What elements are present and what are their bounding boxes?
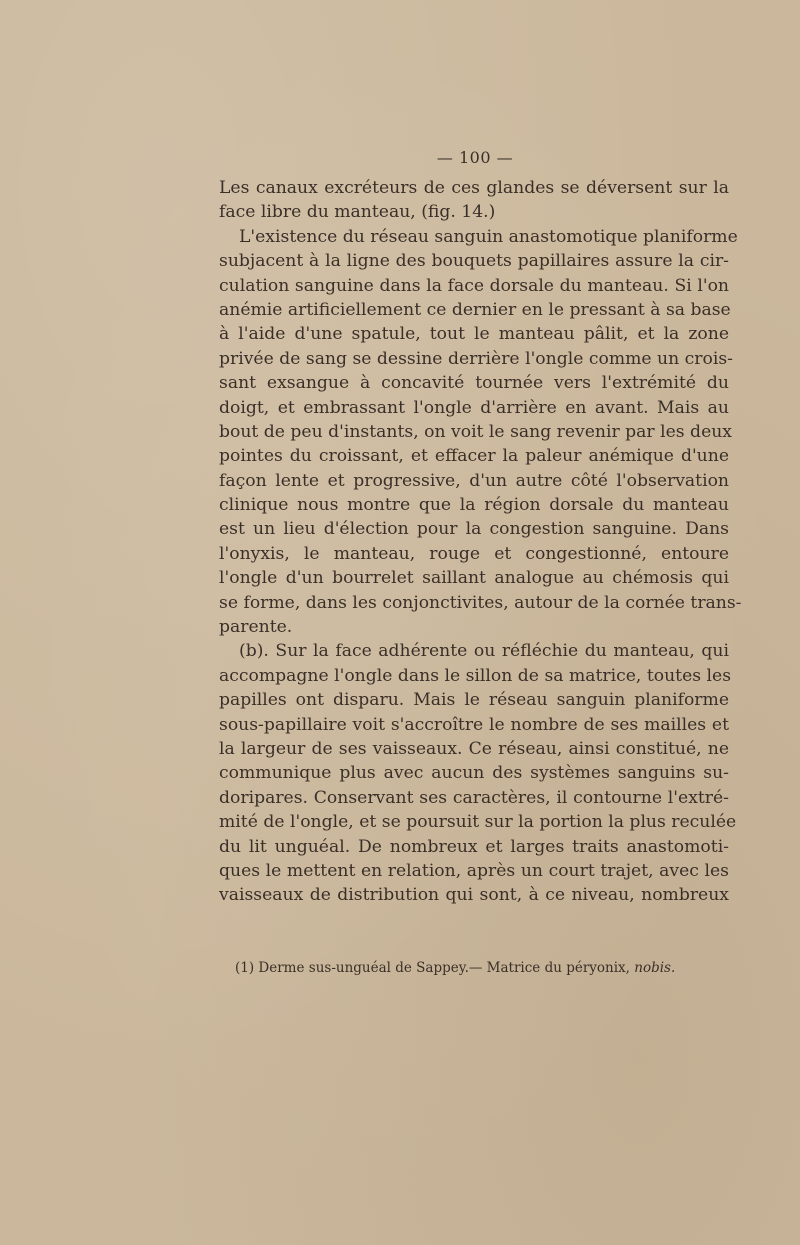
- footnote: [235, 960, 675, 976]
- text-line-12: pointes du croissant, et effacer la paleur anémique d'une: [219, 446, 729, 467]
- text-line-2: face libre du manteau, (fig. 14.): [219, 202, 496, 223]
- text-line-4: subjacent à la ligne des bouquets papillaires assure la cir-: [219, 251, 729, 272]
- text-line-7: à l'aide d'une spatule, tout le manteau pâlit, et la zone: [219, 324, 729, 345]
- page-number-text: — 100 —: [436, 148, 514, 167]
- text-line-8: privée de sang se dessine derrière l'ongle comme un crois-: [219, 348, 733, 369]
- text-line-20: (b). Sur la face adhérente ou réfléchie du manteau, qui: [239, 641, 729, 662]
- text-line-26: doripares. Conservant ses caractères, il contourne l'extré-: [219, 787, 729, 808]
- text-line-18: se forme, dans les conjonctivites, autour de la cornée trans-: [219, 592, 742, 613]
- text-line-24: la largeur de ses vaisseaux. Ce réseau, ainsi constitué, ne: [219, 738, 729, 759]
- text-line-19: parente.: [219, 617, 293, 638]
- text-line-30: vaisseaux de distribution qui sont, à ce niveau, nombreux: [219, 885, 729, 906]
- text-line-1: Les canaux excréteurs de ces glandes se déversent sur la: [219, 178, 729, 198]
- text-line-3: L'existence du réseau sanguin anastomotique planiforme: [239, 226, 738, 247]
- text-line-6: anémie artificiellement ce dernier en le pressant à sa base: [219, 299, 731, 320]
- text-line-23: sous-papillaire voit s'accroître le nombre de ses mailles et: [219, 714, 729, 735]
- text-line-21: accompagne l'ongle dans le sillon de sa matrice, toutes les: [219, 665, 732, 686]
- text-line-5: culation sanguine dans la face dorsale du manteau. Si l'on: [219, 275, 729, 296]
- footnote-text: (1) Derme sus-unguéal de Sappey.— Matrice du péryonix,: [235, 960, 630, 976]
- body-text: [219, 176, 742, 908]
- text-line-13: façon lente et progressive, d'un autre côté l'observation: [219, 470, 729, 491]
- text-line-27: mité de l'ongle, et se poursuit sur la portion la plus reculée: [219, 812, 737, 833]
- text-line-15: est un lieu d'élection pour la congestion sanguine. Dans: [219, 519, 729, 540]
- text-line-16: l'onyxis, le manteau, rouge et congestionné, entoure: [219, 543, 729, 564]
- text-line-22: papilles ont disparu. Mais le réseau sanguin planiforme: [219, 690, 729, 711]
- text-line-14: clinique nous montre que la région dorsale du manteau: [219, 495, 729, 516]
- text-line-29: ques le mettent en relation, après un court trajet, avec les: [219, 860, 729, 881]
- text-line-11: bout de peu d'instants, on voit le sang revenir par les deux: [219, 421, 732, 442]
- text-line-9: sant exsangue à concavité tournée vers l'extrémité du: [219, 373, 729, 394]
- text-line-28: du lit unguéal. De nombreux et larges traits anastomoti-: [219, 836, 729, 857]
- text-line-25: communique plus avec aucun des systèmes sanguins su-: [219, 763, 729, 784]
- text-line-17: l'ongle d'un bourrelet saillant analogue au chémosis qui: [219, 568, 729, 589]
- text-line-10: doigt, et embrassant l'ongle d'arrière en avant. Mais au: [219, 397, 729, 418]
- footnote-emphasis: nobis.: [634, 960, 676, 976]
- page-number: [0, 148, 800, 167]
